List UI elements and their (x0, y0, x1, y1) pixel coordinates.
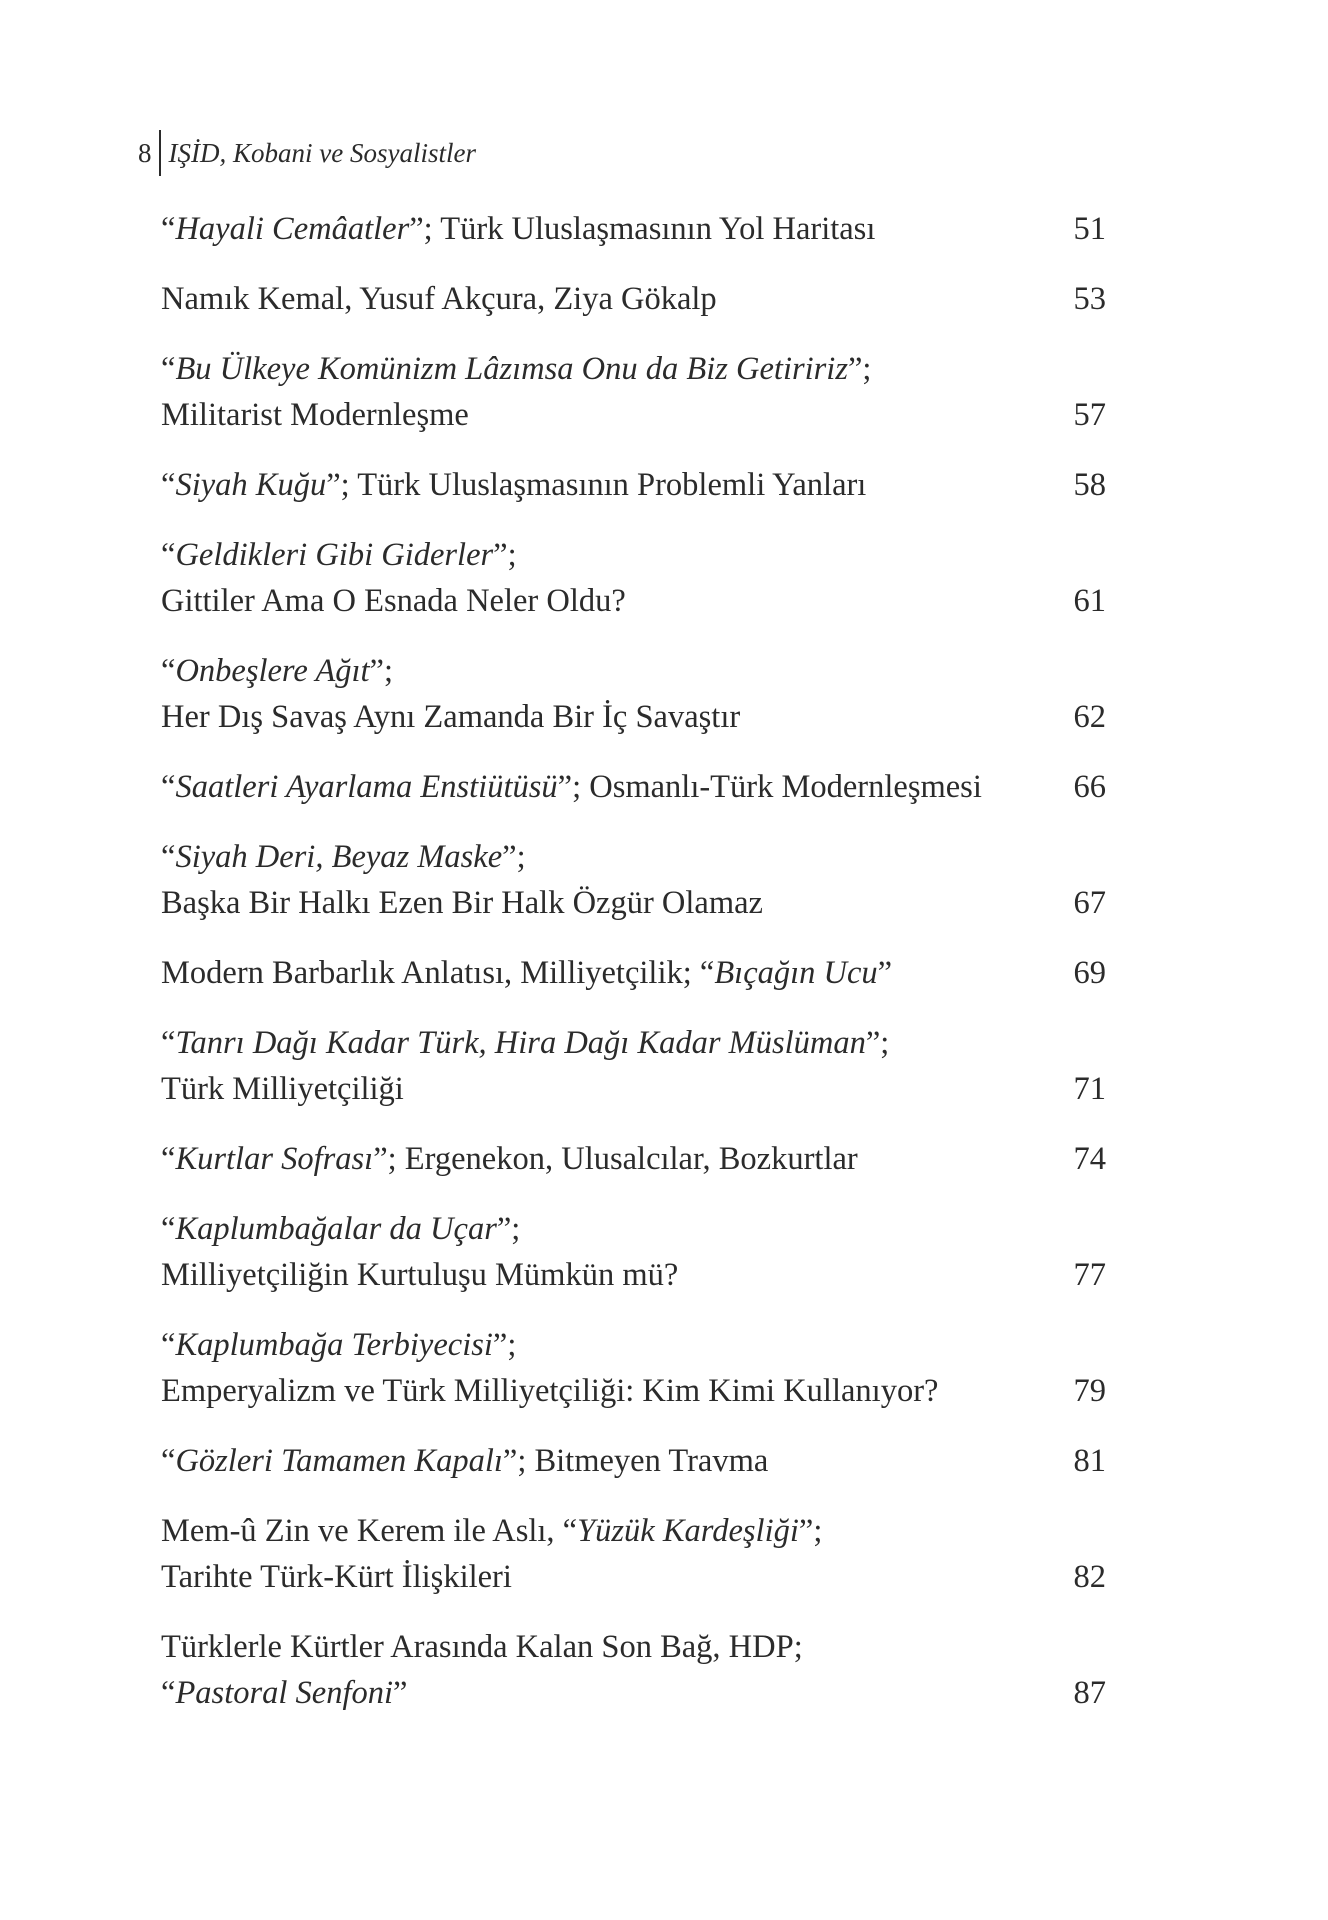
toc-text: “ (161, 1211, 176, 1247)
toc-text: ”; (798, 1513, 823, 1549)
toc-entry-line (161, 1322, 1106, 1368)
toc-italic-title: Pastoral Senfoni (175, 1675, 394, 1711)
toc-text: Emperyalizm ve Türk Milliyetçiliği: Kim Kimi Kullanıyor? (161, 1373, 939, 1409)
toc-text: Her Dış Savaş Aynı Zamanda Bir İç Savaştır (161, 699, 741, 735)
toc-italic-title: Bıçağın Ucu (714, 955, 878, 991)
toc-italic-title: Hayali Cemâatler (175, 211, 410, 247)
toc-entry-line (161, 1206, 1106, 1252)
toc-text: Milliyetçiliğin Kurtuluşu Mümkün mü? (161, 1257, 679, 1293)
toc-entry-line (161, 648, 1106, 694)
toc-text: ”; Ergenekon, Ulusalcılar, Bozkurtlar (373, 1141, 858, 1177)
toc-entry (161, 1624, 1106, 1716)
toc-page-number: 71 (1073, 1071, 1106, 1107)
toc-text: “ (161, 351, 176, 387)
toc-page-number: 61 (1073, 583, 1106, 619)
toc-text: Başka Bir Halkı Ezen Bir Halk Özgür Olamaz (161, 885, 763, 921)
toc-text: Modern Barbarlık Anlatısı, Milliyetçilik; “ (161, 955, 715, 991)
toc-entry-line (161, 392, 1106, 438)
toc-page-number: 58 (1073, 467, 1106, 503)
page-number: 8 (138, 137, 152, 168)
toc-entry (161, 346, 1106, 438)
toc-italic-title: Siyah Kuğu (175, 467, 327, 503)
toc-page-number: 87 (1073, 1675, 1106, 1711)
table-of-contents (161, 206, 1106, 1740)
toc-text: Gittiler Ama O Esnada Neler Oldu? (161, 583, 626, 619)
toc-text: ”; Türk Uluslaşmasının Problemli Yanları (326, 467, 867, 503)
toc-italic-title: Bu Ülkeye Komünizm Lâzımsa Onu da Biz Getiririz (175, 351, 848, 387)
toc-italic-title: Gözleri Tamamen Kapalı (175, 1443, 503, 1479)
toc-text: “ (161, 1327, 176, 1363)
toc-entry-line (161, 764, 1106, 810)
toc-entry (161, 1020, 1106, 1112)
toc-entry-line (161, 1508, 1106, 1554)
toc-text: “ (161, 211, 176, 247)
toc-page-number: 51 (1073, 211, 1106, 247)
toc-entry-line (161, 1368, 1106, 1414)
toc-entry-line (161, 1624, 1106, 1670)
toc-page-number: 62 (1073, 699, 1106, 735)
toc-italic-title: Tanrı Dağı Kadar Türk, Hira Dağı Kadar Müslüman (175, 1025, 866, 1061)
toc-text: “ (161, 769, 176, 805)
toc-page-number: 69 (1073, 955, 1106, 991)
toc-italic-title: Yüzük Kardeşliği (577, 1513, 799, 1549)
toc-entry-line (161, 950, 1106, 996)
toc-text: ”; Türk Uluslaşmasının Yol Haritası (409, 211, 876, 247)
toc-text: “ (161, 839, 176, 875)
toc-text: ”; (369, 653, 393, 689)
toc-text: ”; Bitmeyen Travma (502, 1443, 769, 1479)
toc-entry-line (161, 1670, 1106, 1716)
toc-entry-line (161, 276, 1106, 322)
toc-text: ” (877, 955, 893, 991)
toc-text: ”; Osmanlı-Türk Modernleşmesi (557, 769, 982, 805)
toc-entry (161, 532, 1106, 624)
toc-page-number: 57 (1073, 397, 1106, 433)
toc-entry-line (161, 578, 1106, 624)
toc-entry-line (161, 346, 1106, 392)
book-title: IŞİD, Kobani ve Sosyalistler (168, 137, 476, 168)
toc-page-number: 81 (1073, 1443, 1106, 1479)
toc-text: “ (161, 467, 176, 503)
toc-page-number: 82 (1073, 1559, 1106, 1595)
toc-entry (161, 462, 1106, 508)
toc-entry (161, 276, 1106, 322)
toc-page-number: 53 (1073, 281, 1106, 317)
toc-entry-line (161, 1554, 1106, 1600)
toc-italic-title: Saatleri Ayarlama Enstiütüsü (175, 769, 558, 805)
toc-page-number: 66 (1073, 769, 1106, 805)
toc-entry-line (161, 532, 1106, 578)
toc-text: ”; (496, 1211, 521, 1247)
toc-entry (161, 1206, 1106, 1298)
toc-entry-line (161, 1252, 1106, 1298)
toc-entry (161, 1322, 1106, 1414)
toc-text: ”; (493, 537, 517, 573)
toc-text: ” (393, 1675, 408, 1711)
toc-entry-line (161, 834, 1106, 880)
toc-page-number: 74 (1073, 1141, 1106, 1177)
toc-entry (161, 206, 1106, 252)
toc-italic-title: Onbeşlere Ağıt (175, 653, 370, 689)
toc-entry (161, 950, 1106, 996)
toc-text: ”; (492, 1327, 517, 1363)
toc-text: “ (161, 1141, 176, 1177)
toc-page-number: 79 (1073, 1373, 1106, 1409)
toc-entry-line (161, 206, 1106, 252)
toc-text: Türklerle Kürtler Arasında Kalan Son Bağ, HDP; (161, 1629, 803, 1665)
toc-italic-title: Siyah Deri, Beyaz Maske (175, 839, 503, 875)
toc-entry-line (161, 1438, 1106, 1484)
toc-text: ”; (502, 839, 526, 875)
toc-entry-line (161, 880, 1106, 926)
toc-page-number: 77 (1073, 1257, 1106, 1293)
toc-entry (161, 834, 1106, 926)
toc-entry (161, 1136, 1106, 1182)
toc-page-number: 67 (1073, 885, 1106, 921)
toc-italic-title: Kaplumbağa Terbiyecisi (175, 1327, 493, 1363)
header-divider (159, 130, 161, 176)
toc-text: Mem-û Zin ve Kerem ile Aslı, “ (161, 1513, 578, 1549)
toc-italic-title: Kaplumbağalar da Uçar (175, 1211, 497, 1247)
toc-text: “ (161, 1025, 176, 1061)
toc-text: “ (161, 653, 176, 689)
toc-text: Namık Kemal, Yusuf Akçura, Ziya Gökalp (161, 281, 717, 317)
toc-entry-line (161, 462, 1106, 508)
toc-entry-line (161, 1066, 1106, 1112)
toc-entry-line (161, 1136, 1106, 1182)
toc-italic-title: Kurtlar Sofrası (175, 1141, 374, 1177)
toc-entry (161, 1438, 1106, 1484)
toc-text: ”; (848, 351, 872, 387)
toc-entry (161, 764, 1106, 810)
toc-text: Tarihte Türk-Kürt İlişkileri (161, 1559, 512, 1595)
toc-entry-line (161, 694, 1106, 740)
toc-text: Türk Milliyetçiliği (161, 1071, 404, 1107)
toc-text: “ (161, 537, 176, 573)
toc-entry (161, 648, 1106, 740)
running-head (138, 130, 476, 176)
toc-text: “ (161, 1443, 176, 1479)
toc-entry-line (161, 1020, 1106, 1066)
toc-text: ”; (865, 1025, 890, 1061)
toc-italic-title: Geldikleri Gibi Giderler (175, 537, 494, 573)
toc-text: “ (161, 1675, 176, 1711)
toc-entry (161, 1508, 1106, 1600)
toc-text: Militarist Modernleşme (161, 397, 469, 433)
